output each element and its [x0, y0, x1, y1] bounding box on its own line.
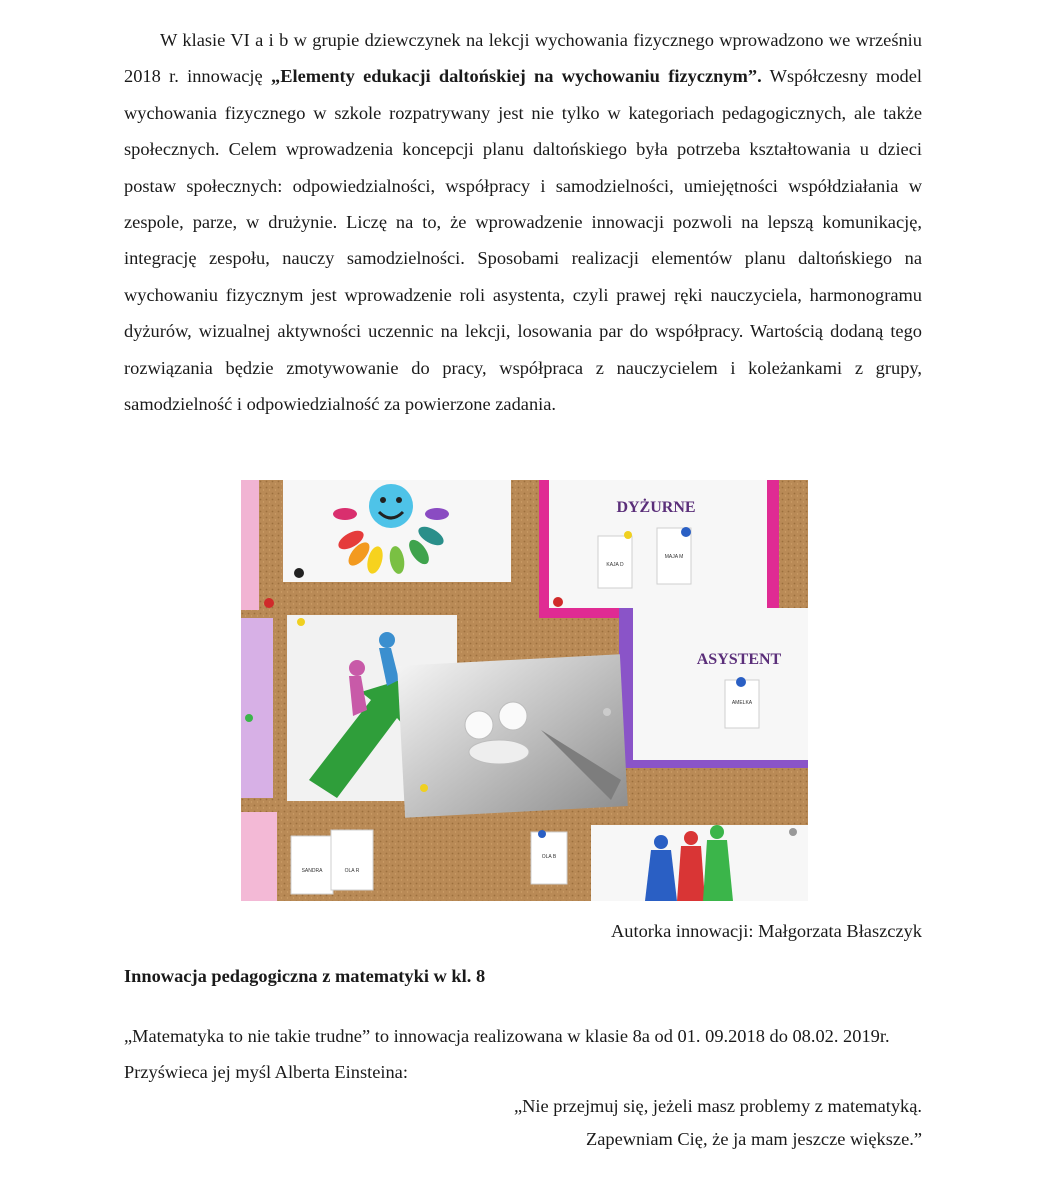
photo-caption: Autorka innowacji: Małgorzata Błaszczyk — [611, 921, 922, 941]
classroom-board-photo — [241, 480, 808, 901]
intro-section — [124, 22, 922, 422]
note-sandra: SANDRA — [301, 868, 323, 874]
note-kaja: KAJA D — [606, 562, 624, 568]
note-ola-r: OLA R — [344, 868, 360, 874]
intro-text-start: W klasie VI a i b w grupie dziewczynek na lekcji wychowania fizycznego wprowadzono we wrześniu 2018 r. innowację — [124, 30, 922, 87]
card-assistant-label: ASYSTENT — [696, 651, 782, 668]
quote-line-1: „Nie przejmuj się, jeżeli masz problemy z matematyką. — [513, 1096, 922, 1116]
card-duty-label: DYŻURNE — [616, 499, 696, 516]
team-figures-illustration — [645, 825, 733, 901]
intro-text-rest: Współczesny model wychowania fizycznego w szkole rozpatrywany jest nie tylko w kategoriach pedagogicznych, ale także społecznych. Celem wprowadzenia koncepcji planu daltońskiego była potrzeba kształtowania u dzieci postaw społecznych: odpowiedzialności, współpracy i samodzielności, umiejętności współdziałania w zespole, parze, w drużynie. Liczę na to, że wprowadzenie innowacji pozwoli na lepszą komunikację, integrację zespołu, nauczy samodzielności. Sposobami realizacji elementów planu daltońskiego na wychowaniu fizycznym jest wprowadzenie roli asystenta, czyli prawej ręki nauczyciela, harmonogramu dyżurów, wizualnej aktywności uczennic na lekcji, losowania par do współpracy. Wartością dodaną tego rozwiązania będzie zmotywowanie do pracy, współpraca z nauczycielem i koleżankami z grupy, samodzielność i odpowiedzialność za powierzone zadania. — [124, 66, 922, 415]
math-paragraph: „Matematyka to nie takie trudne” to innowacja realizowana w klasie 8a od 01. 09.2018 do 08.02. 2019r. Przyświeca jej myśl Alberta Einsteina: — [124, 1026, 890, 1082]
quote-line-2: Zapewniam Cię, że ja mam jeszcze większe.” — [586, 1129, 922, 1149]
intro-paragraph — [124, 22, 922, 422]
note-ola-b: OLA B — [541, 854, 557, 860]
section-heading: Innowacja pedagogiczna z matematyki w kl. 8 — [124, 966, 486, 986]
note-amelka: AMELKA — [731, 700, 753, 706]
innovation-title: „Elementy edukacji daltońskiej na wychowaniu fizycznym”. — [271, 66, 762, 87]
note-maja: MAJA M — [664, 554, 684, 560]
